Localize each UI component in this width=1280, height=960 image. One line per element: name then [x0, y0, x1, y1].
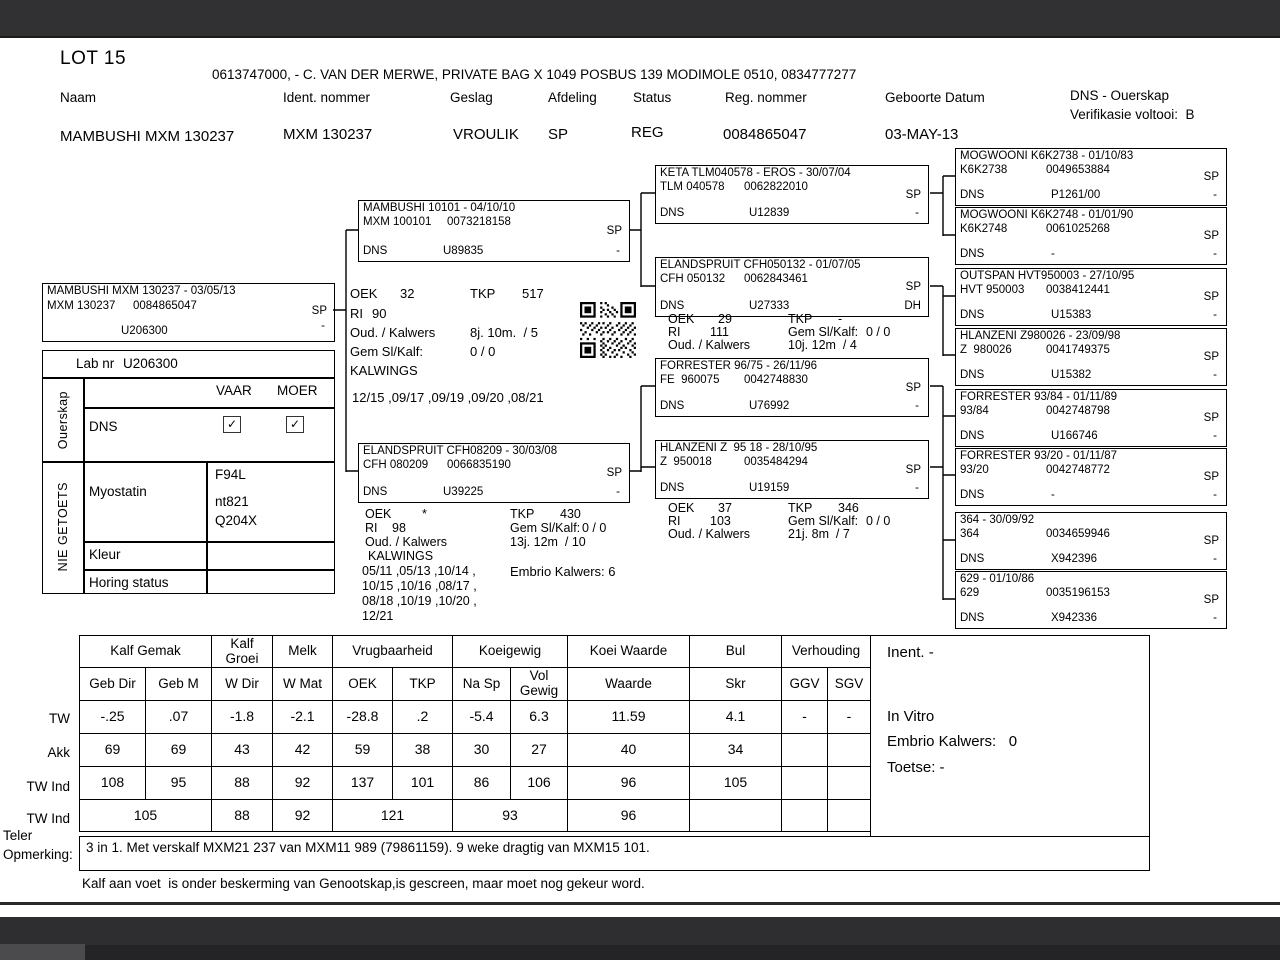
- lot-number: LOT 15: [60, 48, 127, 69]
- table-group-header: Bul: [690, 636, 782, 668]
- animal-reg: 0034659946: [1046, 528, 1110, 540]
- table-group-header: Koeigewig: [453, 636, 568, 668]
- ri-value: 98: [392, 521, 406, 535]
- animal-id: 93/20: [960, 464, 989, 476]
- table-col-header: Skr: [690, 668, 782, 701]
- pedigree-box-sire-sire: [655, 165, 929, 224]
- table-col-header: TKP: [393, 668, 453, 701]
- breeder-contact: 0613747000, - C. VAN DER MERWE, PRIVATE BAG X 1049 POSBUS 139 MODIMOLE 0510, 0834777277: [212, 67, 857, 82]
- kalwings-dates: 08/18 ,10/19 ,10/20 ,: [362, 594, 477, 608]
- animal-reg: 0042748798: [1046, 405, 1110, 417]
- row-label-twind: TW Ind: [26, 779, 70, 794]
- dash-mark: -: [915, 399, 919, 412]
- animal-reg: 0062822010: [744, 181, 808, 193]
- pedigree-box-g3-4: [955, 328, 1227, 386]
- animal-title: MOGWOONI K6K2738 - 01/10/83: [960, 150, 1134, 162]
- oek-value: 32: [400, 286, 415, 301]
- inent-value: Inent. -: [887, 644, 934, 661]
- ouerskap-section-label: Ouerskap: [56, 390, 70, 450]
- table-col-header: SGV: [828, 668, 871, 701]
- pedigree-box-sire-dam: [655, 257, 929, 317]
- afdeling-label: Afdeling: [548, 90, 597, 105]
- row-label-twind2: TW Ind: [26, 811, 70, 826]
- animal-title: HLANZENI Z980026 - 23/09/98: [960, 330, 1121, 342]
- table-cell: 92: [273, 767, 333, 800]
- dash-mark: -: [1213, 611, 1217, 624]
- status-sp: SP: [905, 382, 921, 394]
- animal-title: OUTSPAN HVT950003 - 27/10/95: [960, 270, 1135, 282]
- tkp-value: 430: [560, 507, 581, 521]
- animal-reg: 0041749375: [1046, 344, 1110, 356]
- status-sp: SP: [1203, 351, 1219, 363]
- gem-value: 0 / 0: [470, 344, 496, 359]
- animal-title: MAMBUSHI 10101 - 04/10/10: [363, 202, 516, 214]
- oek-label: OEK: [668, 501, 695, 515]
- table-cell: 69: [80, 734, 146, 767]
- animal-title: KETA TLM040578 - EROS - 30/07/04: [660, 167, 851, 179]
- gem-value: 0 / 0: [866, 514, 891, 528]
- table-cell: 108: [80, 767, 146, 800]
- table-cell: 88: [212, 800, 273, 832]
- dns-value: X942336: [1051, 611, 1098, 624]
- teler-comment: 3 in 1. Met verskalf MXM21 237 van MXM11 989 (79861159). 9 weke dragtig van MXM15 101.: [86, 840, 650, 855]
- table-cell: 95: [146, 767, 212, 800]
- dns-value: U39225: [443, 485, 484, 498]
- animal-id: HVT 950003: [960, 284, 1025, 296]
- horing-label: Horing status: [89, 575, 169, 590]
- animal-title: 629 - 01/10/86: [960, 573, 1035, 585]
- animal-id: 629: [960, 587, 980, 599]
- dns-value: U15383: [1051, 308, 1092, 321]
- dns-label: DNS: [960, 488, 985, 501]
- teler-comment-box: [79, 836, 1150, 871]
- myostatin-value: Q204X: [215, 513, 258, 528]
- table-cell: 38: [393, 734, 453, 767]
- dns-value: U76992: [749, 399, 790, 412]
- ri-label: RI: [365, 521, 378, 535]
- oek-label: OEK: [668, 312, 695, 326]
- animal-id: CFH 050132: [660, 273, 726, 285]
- status-value: REG: [631, 124, 664, 141]
- tkp-label: TKP: [788, 312, 813, 326]
- table-cell: 4.1: [690, 701, 782, 734]
- gem-label: Gem Sl/Kalf:: [350, 344, 423, 359]
- tkp-value: -: [838, 312, 843, 326]
- dash-mark: -: [1213, 552, 1217, 565]
- ebv-table: [79, 635, 871, 832]
- animal-id: Z 950018: [660, 456, 712, 468]
- ident-value: MXM 130237: [283, 126, 373, 143]
- pedigree-box-g3-6: [955, 448, 1227, 506]
- dns-value: U19159: [749, 481, 790, 494]
- animal-id: CFH 080209: [363, 459, 429, 471]
- table-cell: [782, 800, 828, 832]
- oud-value: 21j. 8m / 7: [788, 527, 850, 541]
- row-label-tw: TW: [49, 711, 70, 726]
- table-cell: -2.1: [273, 701, 333, 734]
- dash-mark: -: [616, 485, 620, 498]
- oek-value: *: [422, 507, 427, 521]
- dns-value: P1261/00: [1051, 188, 1101, 201]
- dns-label: DNS: [960, 368, 985, 381]
- table-cell: 11.59: [568, 701, 690, 734]
- animal-reg: 0035196153: [1046, 587, 1110, 599]
- dns-value: -: [1051, 247, 1055, 260]
- table-cell: 40: [568, 734, 690, 767]
- animal-id: 364: [960, 528, 980, 540]
- geboorte-value: 03-MAY-13: [885, 126, 959, 143]
- animal-reg: 0042748830: [744, 374, 808, 386]
- table-group-header: Melk: [273, 636, 333, 668]
- gem-label: Gem Sl/Kalf:: [510, 521, 581, 535]
- table-cell: [782, 734, 828, 767]
- table-cell: 106: [511, 767, 568, 800]
- dash-mark: -: [915, 481, 919, 494]
- tkp-value: 346: [838, 501, 859, 515]
- table-group-row: [80, 636, 871, 668]
- kalwings-dates: 12/15 ,09/17 ,09/19 ,09/20 ,08/21: [352, 390, 544, 405]
- dns-label: DNS: [660, 299, 685, 312]
- animal-title: ELANDSPRUIT CFH050132 - 01/07/05: [660, 259, 861, 271]
- table-cell: 59: [333, 734, 393, 767]
- table-cell: 137: [333, 767, 393, 800]
- myostatin-label: Myostatin: [89, 484, 147, 499]
- afdeling-value: SP: [548, 126, 569, 143]
- pedigree-box-g3-2: [955, 207, 1227, 265]
- dns-label: DNS: [660, 481, 685, 494]
- dash-mark: -: [321, 320, 325, 332]
- kalwings-dates: 12/21: [362, 609, 394, 623]
- animal-reg: 0049653884: [1046, 164, 1110, 176]
- oud-value: 8j. 10m. / 5: [470, 325, 538, 340]
- oek-value: 37: [718, 501, 732, 515]
- table-cell: -: [782, 701, 828, 734]
- row-label-akk: Akk: [47, 745, 70, 760]
- oud-value: 13j. 12m / 10: [510, 535, 586, 549]
- table-cell: 69: [146, 734, 212, 767]
- animal-id: 93/84: [960, 405, 989, 417]
- gem-label: Gem Sl/Kalf:: [788, 325, 859, 339]
- dash-mark: -: [616, 244, 620, 257]
- status-sp: SP: [905, 281, 921, 293]
- ri-value: 103: [710, 514, 731, 528]
- dns-label: DNS: [363, 244, 388, 257]
- table-group-header: Koei Waarde: [568, 636, 690, 668]
- status-sp: SP: [1203, 412, 1219, 424]
- kalwings-dates: 05/11 ,05/13 ,10/14 ,: [362, 564, 476, 578]
- table-row-twind-merged: [80, 800, 871, 832]
- dns-label: DNS: [960, 188, 985, 201]
- dns-value: U12839: [749, 206, 790, 219]
- ri-label: RI: [350, 306, 363, 321]
- dns-value: U166746: [1051, 429, 1098, 442]
- vaar-header: VAAR: [216, 383, 252, 398]
- table-row-twind: [80, 767, 871, 800]
- animal-title: HLANZENI Z 95 18 - 28/10/95: [660, 442, 818, 454]
- oek-label: OEK: [365, 507, 392, 521]
- dns-value: U15382: [1051, 368, 1092, 381]
- table-row-tw: [80, 701, 871, 734]
- animal-reg: 0061025268: [1046, 223, 1110, 235]
- toetse-value: Toetse: -: [887, 759, 945, 776]
- dns-label: DNS: [363, 485, 388, 498]
- status-sp: SP: [1203, 171, 1219, 183]
- dash-mark: -: [1213, 368, 1217, 381]
- status-sp: SP: [905, 464, 921, 476]
- oek-label: OEK: [350, 286, 378, 301]
- oud-label: Oud. / Kalwers: [365, 535, 447, 549]
- gem-label: Gem Sl/Kalf:: [788, 514, 859, 528]
- table-cell: [690, 800, 782, 832]
- table-cell: 27: [511, 734, 568, 767]
- table-cell: 88: [212, 767, 273, 800]
- dh-mark: DH: [904, 299, 921, 312]
- dns-label: DNS: [960, 552, 985, 565]
- table-row-akk: [80, 734, 871, 767]
- gem-value: 0 / 0: [582, 521, 607, 535]
- dns-label: DNS: [660, 399, 685, 412]
- footer-rule: [0, 902, 1280, 905]
- embrio-kalwers: Embrio Kalwers: 6: [510, 564, 616, 579]
- naam-label: Naam: [60, 90, 97, 105]
- reg-label: Reg. nommer: [725, 90, 807, 105]
- oud-label: Oud. / Kalwers: [668, 527, 750, 541]
- dns-label: DNS: [960, 247, 985, 260]
- table-cell: -.25: [80, 701, 146, 734]
- table-cell: 121: [333, 800, 453, 832]
- pedigree-box-dam-sire: [655, 358, 929, 417]
- naam-value: MAMBUSHI MXM 130237: [60, 128, 235, 145]
- gem-value: 0 / 0: [866, 325, 891, 339]
- geslag-label: Geslag: [450, 90, 493, 105]
- table-cell: -1.8: [212, 701, 273, 734]
- dns-value: U89835: [443, 244, 484, 257]
- footnote: Kalf aan voet is onder beskerming van Genootskap,is gescreen, maar moet nog gekeur word.: [82, 876, 645, 891]
- dns-label: DNS: [960, 611, 985, 624]
- geboorte-label: Geboorte Datum: [885, 90, 985, 105]
- animal-id: FE 960075: [660, 374, 720, 386]
- tkp-label: TKP: [470, 286, 496, 301]
- status-sp: SP: [1203, 291, 1219, 303]
- table-cell: .07: [146, 701, 212, 734]
- tkp-value: 517: [522, 286, 544, 301]
- table-subheader-row: [80, 668, 871, 701]
- table-cell: .2: [393, 701, 453, 734]
- dash-mark: -: [1213, 308, 1217, 321]
- oud-label: Oud. / Kalwers: [350, 325, 436, 340]
- table-col-header: Geb Dir: [80, 668, 146, 701]
- pedigree-box-sire: [358, 200, 630, 262]
- tkp-label: TKP: [788, 501, 813, 515]
- table-cell: [782, 767, 828, 800]
- table-cell: 86: [453, 767, 511, 800]
- table-cell: 34: [690, 734, 782, 767]
- table-col-header: Waarde: [568, 668, 690, 701]
- table-cell: [828, 767, 871, 800]
- table-cell: [828, 734, 871, 767]
- table-group-header: Kalf Groei: [212, 636, 273, 668]
- animal-reg: 0062843461: [744, 273, 808, 285]
- animal-title: MOGWOONI K6K2748 - 01/01/90: [960, 209, 1134, 221]
- animal-id: MXM 130237: [47, 300, 116, 312]
- lab-number: U206300: [121, 324, 168, 337]
- table-cell: -5.4: [453, 701, 511, 734]
- table-col-header: Geb M: [146, 668, 212, 701]
- table-cell: 42: [273, 734, 333, 767]
- animal-reg: 0066835190: [447, 459, 511, 471]
- oud-value: 10j. 12m / 4: [788, 338, 857, 352]
- table-cell: 105: [690, 767, 782, 800]
- moer-header: MOER: [277, 383, 318, 398]
- pedigree-box-g3-3: [955, 268, 1227, 326]
- pedigree-box-dam-dam: [655, 440, 929, 499]
- table-cell: [828, 800, 871, 832]
- dns-value: -: [1051, 488, 1055, 501]
- table-cell: -28.8: [333, 701, 393, 734]
- kalwings-label: KALWINGS: [368, 549, 434, 563]
- qr-code: [580, 302, 636, 358]
- opmerking-label: Opmerking:: [3, 847, 73, 862]
- kalwings-dates: 10/15 ,10/16 ,08/17 ,: [362, 579, 477, 593]
- dns-label: DNS: [960, 429, 985, 442]
- myostatin-value: nt821: [215, 494, 249, 509]
- status-sp: SP: [905, 189, 921, 201]
- table-group-header: Verhouding: [782, 636, 871, 668]
- dash-mark: -: [1213, 247, 1217, 260]
- table-cell: 93: [453, 800, 568, 832]
- animal-id: K6K2748: [960, 223, 1008, 235]
- table-cell: 92: [273, 800, 333, 832]
- status-sp: SP: [1203, 594, 1219, 606]
- lab-nr-value: U206300: [123, 356, 178, 371]
- animal-id: TLM 040578: [660, 181, 725, 193]
- status-label: Status: [633, 90, 672, 105]
- animal-id: MXM 100101: [363, 216, 432, 228]
- teler-label: Teler: [3, 828, 33, 843]
- bottom-bar-dark: [0, 945, 1280, 960]
- ri-label: RI: [668, 514, 681, 528]
- dash-mark: -: [1213, 488, 1217, 501]
- status-sp: SP: [1203, 535, 1219, 547]
- ident-label: Ident. nommer: [283, 90, 371, 105]
- table-col-header: W Dir: [212, 668, 273, 701]
- ri-value: 111: [710, 325, 730, 339]
- table-col-header: Na Sp: [453, 668, 511, 701]
- animal-reg: 0042748772: [1046, 464, 1110, 476]
- nie-getoets-section-label: NIE GETOETS: [56, 482, 70, 572]
- table-cell: 6.3: [511, 701, 568, 734]
- animal-reg: 0084865047: [133, 300, 197, 312]
- status-sp: SP: [1203, 471, 1219, 483]
- animal-id: Z 980026: [960, 344, 1012, 356]
- animal-title: 364 - 30/09/92: [960, 514, 1035, 526]
- kleur-label: Kleur: [89, 547, 121, 562]
- inent-panel: [870, 635, 1150, 838]
- table-col-header: W Mat: [273, 668, 333, 701]
- animal-reg: 0038412441: [1046, 284, 1110, 296]
- table-cell: 96: [568, 767, 690, 800]
- table-col-header: Vol Gewig: [511, 668, 568, 701]
- table-cell: 105: [80, 800, 212, 832]
- dash-mark: -: [1213, 188, 1217, 201]
- table-cell: 96: [568, 800, 690, 832]
- animal-id: K6K2738: [960, 164, 1008, 176]
- table-cell: 101: [393, 767, 453, 800]
- embrio-kalwers-value: Embrio Kalwers: 0: [887, 733, 1018, 750]
- ri-label: RI: [668, 325, 681, 339]
- dns-label: DNS: [660, 206, 685, 219]
- table-group-header: Kalf Gemak: [80, 636, 212, 668]
- status-sp: SP: [1203, 230, 1219, 242]
- geslag-value: VROULIK: [453, 126, 519, 143]
- tkp-label: TKP: [510, 507, 535, 521]
- table-cell: -: [828, 701, 871, 734]
- animal-title: ELANDSPRUIT CFH08209 - 30/03/08: [363, 445, 558, 457]
- vaar-dns-checkbox: ✓: [223, 416, 241, 433]
- myostatin-value: F94L: [215, 467, 246, 482]
- status-sp: SP: [606, 467, 622, 479]
- dns-row-label: DNS: [89, 419, 118, 434]
- table-col-header: GGV: [782, 668, 828, 701]
- dns-label: DNS: [960, 308, 985, 321]
- table-cell: 30: [453, 734, 511, 767]
- reg-value: 0084865047: [723, 126, 807, 143]
- status-sp: SP: [311, 305, 327, 317]
- dash-mark: -: [1213, 429, 1217, 442]
- lab-nr-label: Lab nr: [76, 356, 115, 371]
- oud-label: Oud. / Kalwers: [668, 338, 750, 352]
- dns-value: U27333: [749, 299, 790, 312]
- dns-value: X942396: [1051, 552, 1098, 565]
- animal-title: MAMBUSHI MXM 130237 - 03/05/13: [47, 285, 236, 297]
- animal-title: FORRESTER 96/75 - 26/11/96: [660, 360, 818, 372]
- pedigree-box-g3-1: [955, 148, 1227, 206]
- moer-dns-checkbox: ✓: [286, 416, 304, 433]
- table-col-header: OEK: [333, 668, 393, 701]
- invitro-label: In Vitro: [887, 708, 935, 725]
- oek-value: 29: [718, 312, 732, 326]
- animal-reg: 0035484294: [744, 456, 808, 468]
- ri-value: 90: [372, 306, 387, 321]
- table-cell: 43: [212, 734, 273, 767]
- animal-title: FORRESTER 93/20 - 01/11/87: [960, 450, 1118, 462]
- dns-ouerskap-label: DNS - Ouerskap: [1070, 88, 1170, 103]
- pedigree-box-g3-8: [955, 571, 1227, 629]
- status-sp: SP: [606, 225, 622, 237]
- verifikasie-status: Verifikasie voltooi: B: [1070, 107, 1195, 122]
- bottom-left-corner: [0, 944, 85, 960]
- table-group-header: Vrugbaarheid: [333, 636, 453, 668]
- dash-mark: -: [915, 206, 919, 219]
- pedigree-box-dam: [358, 443, 630, 503]
- kalwings-label: KALWINGS: [350, 363, 418, 378]
- pedigree-box-g3-5: [955, 389, 1227, 447]
- pedigree-box-g3-7: [955, 512, 1227, 570]
- animal-title: FORRESTER 93/84 - 01/11/89: [960, 391, 1118, 403]
- animal-reg: 0073218158: [447, 216, 511, 228]
